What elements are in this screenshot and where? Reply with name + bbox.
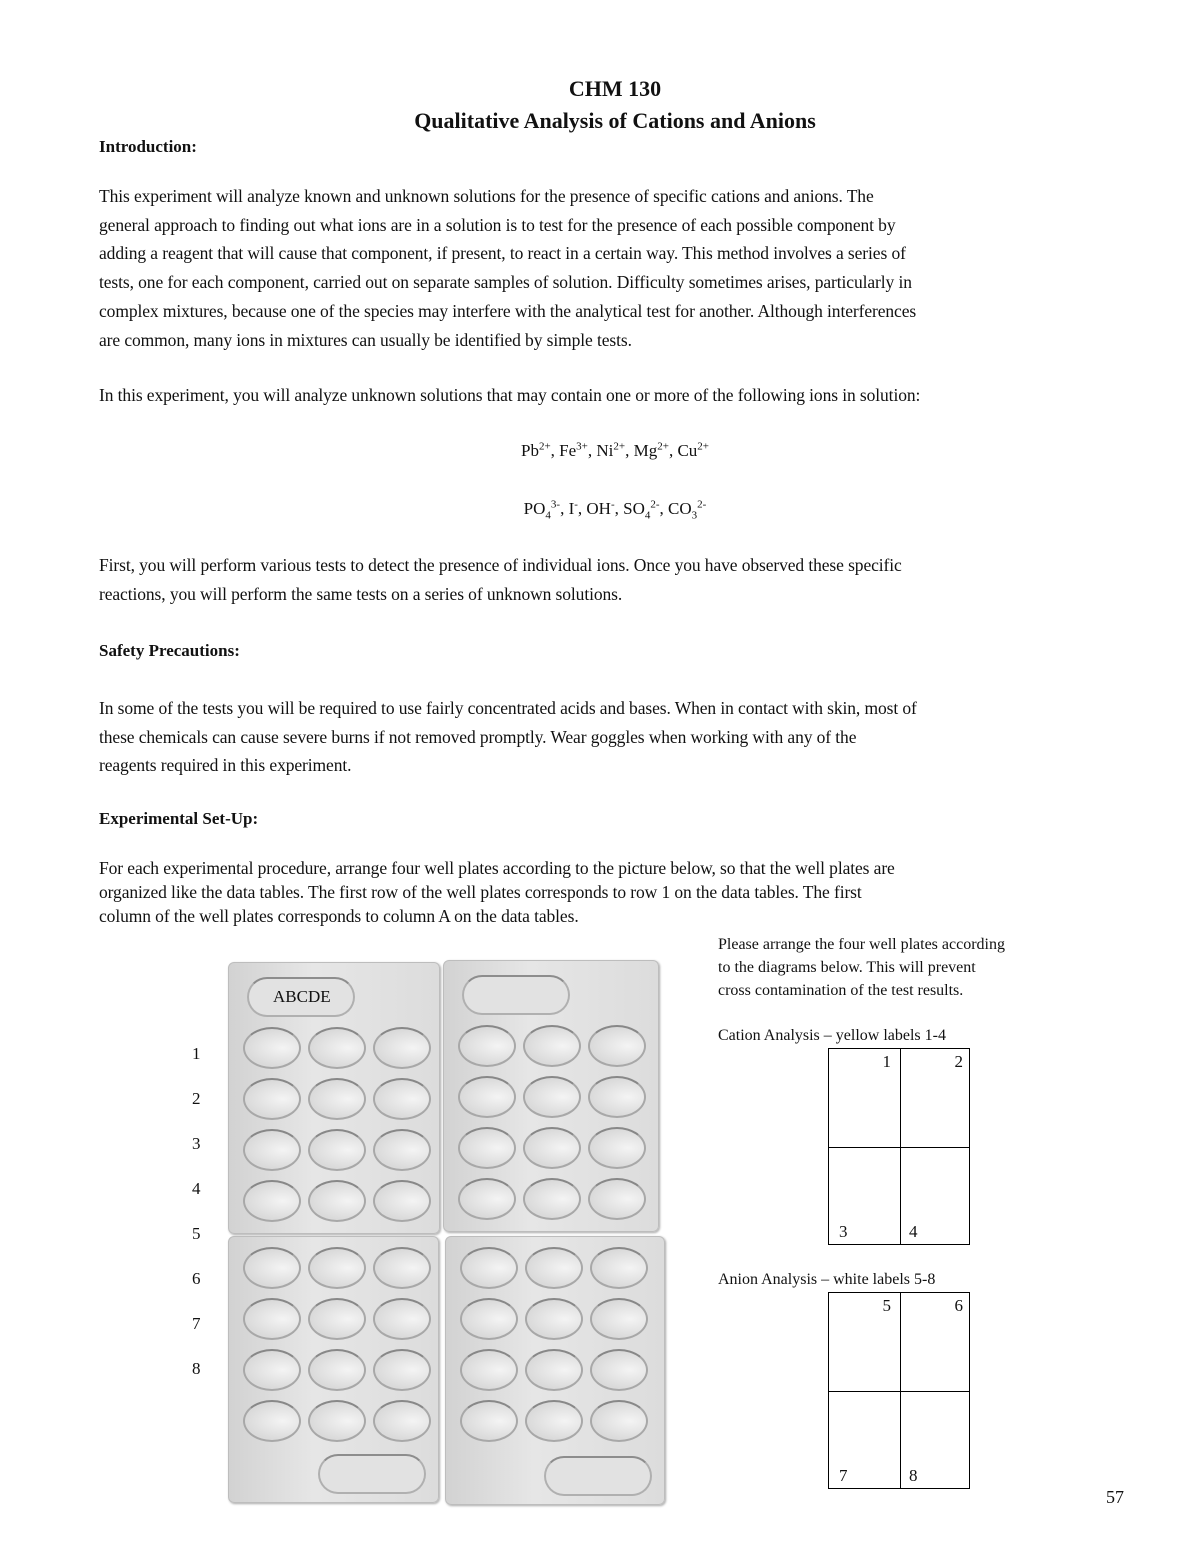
well <box>308 1247 366 1289</box>
well <box>458 1127 516 1169</box>
ion-sup: 2+ <box>538 440 551 452</box>
setup-paragraph-line: column of the well plates corresponds to column A on the data tables. <box>99 905 579 926</box>
ion-sup: 2- <box>697 498 707 510</box>
well <box>308 1349 366 1391</box>
well <box>590 1349 648 1391</box>
well <box>460 1349 518 1391</box>
ion-base: Cu <box>677 440 698 460</box>
ion <box>677 441 709 460</box>
intro-paragraph-line: general approach to finding out what ions are in a solution is to test for the presence of each possible component by <box>99 214 896 235</box>
ion <box>569 499 587 518</box>
ion-sup: - <box>610 498 615 510</box>
well <box>588 1076 646 1118</box>
grid-cell-label: 2 <box>954 1052 963 1071</box>
ion-base: Fe <box>559 440 577 460</box>
ion <box>623 498 669 522</box>
ion-base: CO <box>668 498 692 518</box>
well <box>588 1025 646 1067</box>
grid-cell-label: 1 <box>882 1052 891 1071</box>
well <box>308 1400 366 1442</box>
well <box>460 1247 518 1289</box>
ion <box>521 441 559 460</box>
well <box>373 1078 431 1120</box>
well <box>460 1298 518 1340</box>
well <box>523 1178 581 1220</box>
grid-cell-label: 7 <box>839 1466 848 1485</box>
well <box>523 1127 581 1169</box>
grid-cell-label: 8 <box>909 1466 918 1485</box>
well-plate <box>443 960 659 1232</box>
well <box>373 1129 431 1171</box>
intro-paragraph-line: reactions, you will perform the same tests on a series of unknown solutions. <box>99 583 623 604</box>
ion-sep: , <box>577 498 587 518</box>
well <box>308 1078 366 1120</box>
safety-paragraph-line: reagents required in this experiment. <box>99 755 352 776</box>
well <box>308 1298 366 1340</box>
safety-heading: Safety Precautions: <box>99 641 240 660</box>
setup-heading: Experimental Set-Up: <box>99 809 259 828</box>
well <box>308 1129 366 1171</box>
well <box>458 1076 516 1118</box>
grid-cell-label: 3 <box>839 1222 848 1241</box>
ion-sep: , <box>550 440 560 460</box>
well <box>243 1078 301 1120</box>
ion <box>586 499 623 518</box>
label-strip <box>544 1456 652 1496</box>
row-label: 6 <box>192 1269 201 1288</box>
ion-sub: 4 <box>545 509 551 522</box>
setup-paragraph-line: organized like the data tables. The first row of the well plates corresponds to row 1 on the data tables. The first <box>99 881 862 902</box>
ion <box>634 441 678 460</box>
ion-sup: 3+ <box>576 440 588 452</box>
well <box>525 1247 583 1289</box>
course-code: CHM 130 <box>568 76 662 101</box>
well <box>525 1400 583 1442</box>
ion-base: Mg <box>633 440 658 460</box>
well <box>243 1180 301 1222</box>
well <box>243 1129 301 1171</box>
ion <box>596 441 633 460</box>
ion-sup: 3- <box>550 498 561 510</box>
intro-paragraph-line: adding a reagent that will cause that component, if present, to react in a certain way. This method involves a series of <box>99 243 906 264</box>
ion-sup: 2+ <box>697 440 710 452</box>
well <box>590 1247 648 1289</box>
ion-sub: 4 <box>644 509 651 522</box>
well <box>523 1076 581 1118</box>
intro-paragraph-line: are common, many ions in mixtures can usually be identified by simple tests. <box>99 329 632 350</box>
well <box>243 1298 301 1340</box>
ion-sub: 3 <box>691 509 698 522</box>
well <box>525 1349 583 1391</box>
ion-base: Pb <box>520 440 539 460</box>
well <box>373 1027 431 1069</box>
cation-grid <box>828 1048 970 1245</box>
ion-sup: 2+ <box>657 440 669 452</box>
ion <box>523 498 569 522</box>
well <box>460 1400 518 1442</box>
well <box>373 1298 431 1340</box>
arrangement-note-line: to the diagrams below. This will prevent <box>718 959 976 976</box>
well <box>590 1298 648 1340</box>
well-plate <box>445 1236 665 1505</box>
well <box>458 1025 516 1067</box>
well <box>373 1349 431 1391</box>
arrangement-note-line: Please arrange the four well plates according <box>718 936 1005 953</box>
ion <box>559 441 596 460</box>
anion-list <box>0 498 1200 521</box>
ion-base: PO <box>523 498 546 518</box>
well <box>525 1298 583 1340</box>
ion-base: Ni <box>596 440 614 460</box>
well <box>308 1027 366 1069</box>
ion-sep: , <box>560 498 569 518</box>
ion <box>668 498 707 522</box>
intro-heading: Introduction: <box>99 137 197 156</box>
ion-sup: 2- <box>650 498 660 510</box>
ion-sup: - <box>574 498 578 510</box>
cation-list <box>0 440 1200 463</box>
cation-heading: Cation Analysis – yellow labels 1-4 <box>718 1027 946 1044</box>
well <box>243 1247 301 1289</box>
ion-base: SO <box>623 498 645 518</box>
ion-sep: , <box>587 440 597 460</box>
intro-paragraph-line: This experiment will analyze known and unknown solutions for the presence of specific cations and anions. The <box>99 186 874 206</box>
intro-paragraph-2: In this experiment, you will analyze unknown solutions that may contain one or more of the following ions in solution: <box>99 385 921 405</box>
ion-sep: , <box>625 440 634 460</box>
grid-cell-label: 6 <box>954 1296 963 1315</box>
well <box>523 1025 581 1067</box>
intro-paragraph-line: complex mixtures, because one of the species may interfere with the analytical test for another. Although interferences <box>99 300 917 321</box>
row-label: 7 <box>192 1314 201 1333</box>
row-label: 1 <box>192 1044 201 1063</box>
well-plate <box>228 962 440 1234</box>
anion-grid <box>828 1292 970 1489</box>
well <box>373 1180 431 1222</box>
well-plate <box>228 1236 439 1503</box>
safety-paragraph-line: these chemicals can cause severe burns if not removed promptly. Wear goggles when working with any of the <box>99 726 857 747</box>
row-label: 8 <box>192 1359 201 1378</box>
row-label: 5 <box>192 1224 201 1243</box>
label-strip <box>318 1454 426 1494</box>
safety-paragraph-line: In some of the tests you will be required to use fairly concentrated acids and bases. When in contact with skin, most of <box>99 698 917 718</box>
ion-sep: , <box>659 498 669 518</box>
ion-sep: , <box>668 440 678 460</box>
intro-paragraph-line: tests, one for each component, carried out on separate samples of solution. Difficulty sometimes arises, particularly in <box>99 272 912 293</box>
label-strip <box>462 975 570 1015</box>
well <box>373 1400 431 1442</box>
label-strip: ABCDE <box>247 977 355 1017</box>
ion-base: I <box>568 498 575 518</box>
well <box>243 1400 301 1442</box>
anion-heading: Anion Analysis – white labels 5-8 <box>718 1271 936 1288</box>
well <box>590 1400 648 1442</box>
well <box>373 1247 431 1289</box>
well <box>588 1178 646 1220</box>
grid-cell-label: 5 <box>882 1296 891 1315</box>
ion-sup: 2+ <box>613 440 626 452</box>
row-label: 4 <box>192 1179 201 1198</box>
well <box>308 1180 366 1222</box>
grid-cell-label: 4 <box>909 1222 918 1241</box>
ion-sep: , <box>614 498 624 518</box>
row-label: 3 <box>192 1134 201 1153</box>
page-title: Qualitative Analysis of Cations and Anions <box>414 108 816 133</box>
ion-base: OH <box>586 498 611 518</box>
setup-paragraph-line: For each experimental procedure, arrange four well plates according to the picture below, so that the well plates are <box>99 858 895 878</box>
row-label: 2 <box>192 1089 201 1108</box>
page-number: 57 <box>1106 1487 1124 1507</box>
intro-paragraph-line: First, you will perform various tests to detect the presence of individual ions. Once you have observed these specific <box>99 555 902 575</box>
well <box>588 1127 646 1169</box>
well <box>458 1178 516 1220</box>
well <box>243 1349 301 1391</box>
arrangement-note-line: cross contamination of the test results. <box>718 982 964 999</box>
well <box>243 1027 301 1069</box>
